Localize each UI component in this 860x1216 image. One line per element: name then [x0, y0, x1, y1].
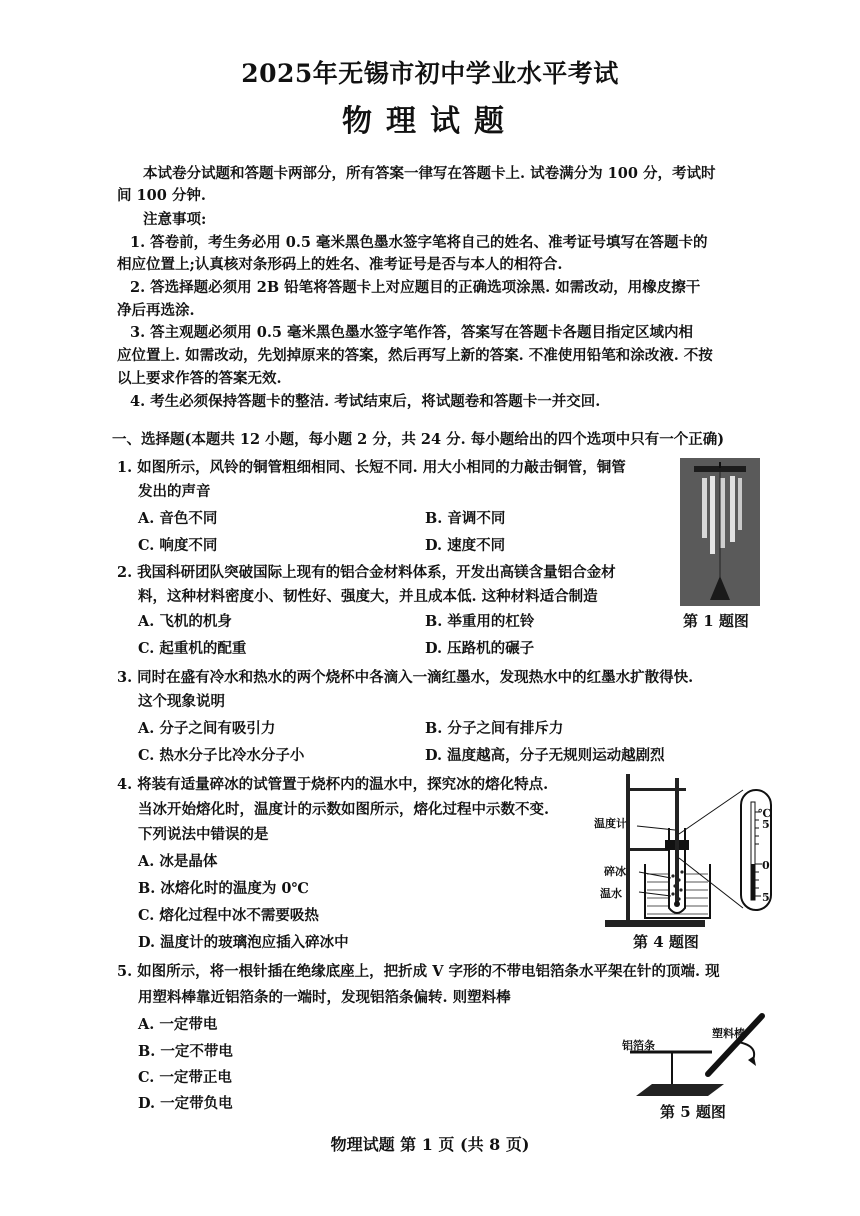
scale-tick-5-bottom: 5 [762, 891, 770, 904]
question-4-option-d: D. 温度计的玻璃泡应插入碎冰中 [138, 934, 349, 951]
label-warm-water: 温水 [600, 887, 622, 900]
notice-item: 2. 答选择题必须用 2B 铅笔将答题卡上对应题目的正确选项涂黑. 如需改动，用橡皮擦干 [130, 279, 701, 296]
figure-4-caption: 第 4 题图 [633, 933, 699, 951]
page-footer: 物理试题 第 1 页 (共 8 页) [330, 1135, 530, 1154]
question-1-stem: 1. 如图所示，风铃的铜管粗细相同、长短不同. 用大小相同的力敲击铜管，铜管 [117, 459, 626, 476]
question-3-option-c: C. 热水分子比冷水分子小 [138, 747, 305, 764]
question-4-option-c: C. 熔化过程中冰不需要吸热 [138, 907, 319, 924]
scale-tick-5-top: 5 [762, 818, 770, 831]
label-plastic-rod: 塑料棒 [712, 1027, 745, 1040]
subject-title: 物理试题 [342, 104, 518, 139]
question-5-option-b: B. 一定不带电 [138, 1043, 233, 1060]
question-4-option-b: B. 冰熔化时的温度为 0℃ [138, 880, 309, 897]
question-2-stem: 2. 我国科研团队突破国际上现有的铝合金材料体系，开发出高镁含量铝合金材 [117, 564, 616, 581]
figure-1-caption: 第 1 题图 [683, 612, 749, 630]
label-thermometer: 温度计 [594, 817, 627, 830]
question-5-stem: 用塑料棒靠近铝箔条的一端时，发现铝箔条偏转. 则塑料棒 [138, 989, 511, 1006]
notice-item: 应位置上. 如需改动，先划掉原来的答案，然后再写上新的答案. 不准使用铅笔和涂改液. 不按 [117, 347, 713, 364]
notice-item: 净后再选涂. [117, 302, 195, 319]
foil-deflection-diagram [600, 1012, 780, 1102]
question-4-stem: 当冰开始熔化时，温度计的示数如图所示，熔化过程中示数不变. [138, 801, 550, 818]
question-3-option-d: D. 温度越高，分子无规则运动越剧烈 [425, 747, 665, 764]
question-2-option-b: B. 举重用的杠铃 [425, 613, 535, 630]
question-2-option-a: A. 飞机的机身 [138, 613, 232, 630]
scale-tick-0: 0 [762, 859, 770, 872]
label-crushed-ice: 碎冰 [604, 865, 626, 878]
question-1-option-b: B. 音调不同 [425, 510, 506, 527]
question-4-stem: 4. 将装有适量碎冰的试管置于烧杯内的温水中，探究冰的熔化特点. [117, 776, 549, 793]
intro-line: 间 100 分钟. [117, 187, 206, 204]
question-4-option-a: A. 冰是晶体 [138, 853, 218, 870]
notice-item: 3. 答主观题必须用 0.5 毫米黑色墨水签字笔作答，答案写在答题卡各题目指定区域内相 [130, 324, 694, 341]
question-3-option-a: A. 分子之间有吸引力 [138, 720, 276, 737]
question-5-option-d: D. 一定带负电 [138, 1095, 233, 1112]
notice-item: 以上要求作答的答案无效. [117, 370, 282, 387]
question-1-option-d: D. 速度不同 [425, 537, 506, 554]
question-3-option-b: B. 分子之间有排斥力 [425, 720, 564, 737]
section-heading: 一、选择题(本题共 12 小题，每小题 2 分，共 24 分. 每小题给出的四个选项中只有一个正确) [112, 431, 725, 448]
question-1-stem: 发出的声音 [138, 483, 211, 500]
notice-item: 相应位置上;认真核对条形码上的姓名、准考证号是否与本人的相符合. [117, 256, 563, 273]
figure-5-caption: 第 5 题图 [660, 1103, 726, 1121]
notice-title: 注意事项: [143, 211, 207, 228]
label-foil-strip: 铝箔条 [622, 1039, 655, 1052]
notice-item: 1. 答卷前，考生务必用 0.5 毫米黑色墨水签字笔将自己的姓名、准考证号填写在答题卡的 [130, 234, 708, 251]
wind-chime-photo [680, 458, 760, 606]
question-1-option-c: C. 响度不同 [138, 537, 218, 554]
wind-chime-drawing [680, 458, 760, 606]
exam-title: 2025年无锡市初中学业水平考试 [241, 59, 619, 88]
question-4-stem: 下列说法中错误的是 [138, 826, 269, 843]
question-5-stem: 5. 如图所示，将一根针插在绝缘底座上，把折成 V 字形的不带电铝箔条水平架在针的顶端. 现 [117, 963, 720, 980]
question-2-option-c: C. 起重机的配重 [138, 640, 247, 657]
scale-unit: ℃ [758, 807, 772, 820]
question-2-option-d: D. 压路机的碾子 [425, 640, 535, 657]
notice-item: 4. 考生必须保持答题卡的整洁. 考试结束后，将试题卷和答题卡一并交回. [130, 393, 601, 410]
question-2-stem: 料，这种材料密度小、韧性好、强度大，并且成本低. 这种材料适合制造 [138, 588, 598, 605]
question-5-option-a: A. 一定带电 [138, 1016, 218, 1033]
intro-line: 本试卷分试题和答题卡两部分，所有答案一律写在答题卡上. 试卷满分为 100 分，考试时 [143, 165, 716, 182]
question-5-option-c: C. 一定带正电 [138, 1069, 232, 1086]
melting-apparatus-diagram [585, 768, 775, 932]
question-3-stem: 3. 同时在盛有冷水和热水的两个烧杯中各滴入一滴红墨水，发现热水中的红墨水扩散得快. [117, 669, 694, 686]
question-3-stem: 这个现象说明 [138, 693, 225, 710]
question-1-option-a: A. 音色不同 [138, 510, 218, 527]
